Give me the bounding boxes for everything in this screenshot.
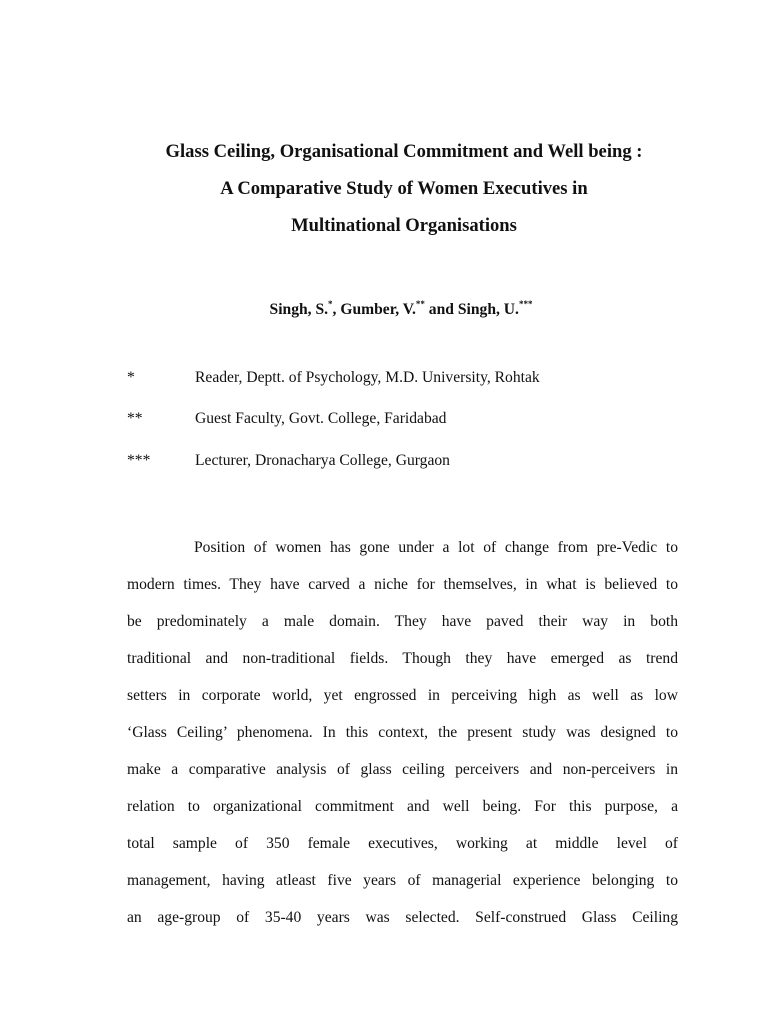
title-line: Multinational Organisations bbox=[291, 215, 517, 236]
abstract-line: be predominately a male domain. They have paved their way in both bbox=[127, 613, 678, 630]
author-separator: and bbox=[424, 301, 458, 318]
abstract-line: an age-group of 35-40 years was selected. Self-construed Glass Ceiling bbox=[127, 909, 678, 926]
author-affiliation-mark: ** bbox=[415, 299, 425, 309]
title-line: A Comparative Study of Women Executives in bbox=[220, 178, 588, 199]
abstract-line: modern times. They have carved a niche for themselves, in what is believed to bbox=[127, 576, 678, 593]
abstract-line: total sample of 350 female executives, working at middle level of bbox=[127, 835, 678, 852]
affiliation-text: Guest Faculty, Govt. College, Faridabad bbox=[195, 410, 447, 427]
paper-title bbox=[0, 133, 768, 244]
abstract-line: Position of women has gone under a lot of change from pre-Vedic to bbox=[194, 539, 678, 556]
abstract-line: traditional and non-traditional fields. Though they have emerged as trend bbox=[127, 650, 678, 667]
affiliation-mark: *** bbox=[127, 452, 151, 469]
affiliation-mark: ** bbox=[127, 410, 143, 427]
author-name: Gumber, V. bbox=[340, 301, 416, 318]
abstract-paragraph bbox=[127, 529, 678, 936]
author-name: Singh, U. bbox=[457, 301, 519, 318]
abstract-line: relation to organizational commitment and well being. For this purpose, a bbox=[127, 798, 678, 815]
title-line: Glass Ceiling, Organisational Commitment and Well being : bbox=[165, 141, 643, 162]
author-separator: , bbox=[332, 301, 341, 318]
affiliation-text: Reader, Deptt. of Psychology, M.D. University, Rohtak bbox=[195, 369, 540, 386]
affiliation-mark: * bbox=[127, 369, 135, 386]
author-name: Singh, S. bbox=[269, 301, 329, 318]
author-list bbox=[0, 301, 768, 319]
abstract-line: management, having atleast five years of managerial experience belonging to bbox=[127, 872, 678, 889]
affiliation-text: Lecturer, Dronacharya College, Gurgaon bbox=[195, 452, 450, 469]
abstract-line: ‘Glass Ceiling’ phenomena. In this context, the present study was designed to bbox=[127, 724, 678, 741]
author-affiliation-mark: *** bbox=[518, 299, 533, 309]
author-affiliation-mark: * bbox=[328, 299, 333, 309]
abstract-line: make a comparative analysis of glass ceiling perceivers and non-perceivers in bbox=[127, 761, 678, 778]
abstract-line: setters in corporate world, yet engrossed in perceiving high as well as low bbox=[127, 687, 678, 704]
